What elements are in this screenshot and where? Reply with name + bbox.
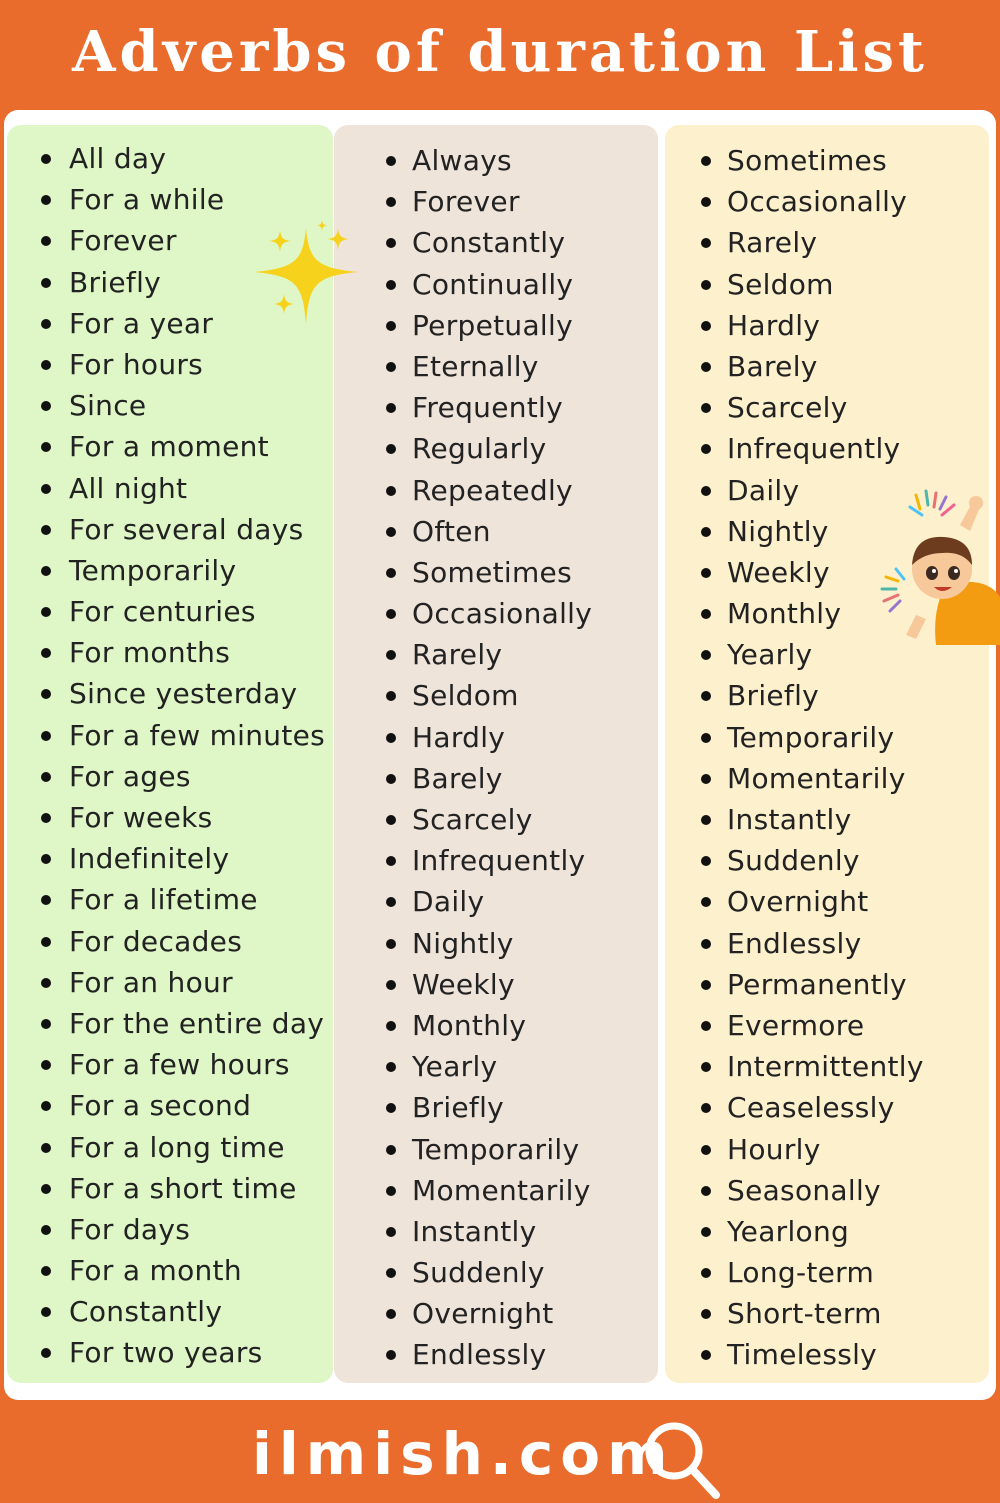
list-item: Hourly	[665, 1129, 989, 1170]
list-item: Temporarily	[334, 1129, 658, 1170]
list-item: Constantly	[7, 1291, 333, 1332]
adverb-column-2	[334, 125, 658, 1383]
list-item: Permanently	[665, 964, 989, 1005]
search-icon	[640, 1417, 726, 1503]
list-item: Hardly	[665, 305, 989, 346]
list-item: Seldom	[334, 675, 658, 716]
list-item: Scarcely	[665, 387, 989, 428]
list-item: For a year	[7, 303, 333, 344]
list-item: Monthly	[665, 593, 989, 634]
list-item: Eternally	[334, 346, 658, 387]
list-item: Sometimes	[334, 552, 658, 593]
list-item: Often	[334, 511, 658, 552]
list-item: For two years	[7, 1332, 333, 1373]
list-item: For weeks	[7, 797, 333, 838]
list-item: Overnight	[665, 881, 989, 922]
list-item: Suddenly	[665, 840, 989, 881]
list-item: For ages	[7, 756, 333, 797]
list-item: Yearly	[334, 1046, 658, 1087]
list-item: Rarely	[665, 222, 989, 263]
list-item: Scarcely	[334, 799, 658, 840]
list-item: Sometimes	[665, 140, 989, 181]
list-item: Timelessly	[665, 1334, 989, 1375]
list-item: For a lifetime	[7, 879, 333, 920]
list-item: Instantly	[334, 1211, 658, 1252]
list-item: Occasionally	[334, 593, 658, 634]
list-item: Long-term	[665, 1252, 989, 1293]
list-item: Perpetually	[334, 305, 658, 346]
list-item: Rarely	[334, 634, 658, 675]
list-item: For a short time	[7, 1168, 333, 1209]
list-item: Briefly	[334, 1087, 658, 1128]
list-item: Overnight	[334, 1293, 658, 1334]
list-item: Yearlong	[665, 1211, 989, 1252]
list-item: For the entire day	[7, 1003, 333, 1044]
list-item: All night	[7, 468, 333, 509]
list-item: For an hour	[7, 962, 333, 1003]
list-item: For days	[7, 1209, 333, 1250]
list-item: Indefinitely	[7, 838, 333, 879]
list-item: Since	[7, 385, 333, 426]
list-item: For centuries	[7, 591, 333, 632]
list-item: Yearly	[665, 634, 989, 675]
list-item: Suddenly	[334, 1252, 658, 1293]
list-item: Always	[334, 140, 658, 181]
adverb-column-3	[665, 125, 989, 1383]
list-item: Nightly	[334, 923, 658, 964]
list-item: For decades	[7, 921, 333, 962]
list-item: Weekly	[665, 552, 989, 593]
site-name[interactable]: ilmish.com	[252, 1420, 675, 1488]
footer	[0, 1405, 1000, 1500]
list-item: Short-term	[665, 1293, 989, 1334]
list-item: Occasionally	[665, 181, 989, 222]
list-item: Constantly	[334, 222, 658, 263]
list-item: For months	[7, 632, 333, 673]
kid-illustration	[876, 485, 1000, 645]
list-item: Seldom	[665, 264, 989, 305]
list-item: Since yesterday	[7, 673, 333, 714]
list-item: For a second	[7, 1085, 333, 1126]
list-item: Repeatedly	[334, 470, 658, 511]
list-item: For several days	[7, 509, 333, 550]
list-item: Intermittently	[665, 1046, 989, 1087]
list-item: Endlessly	[334, 1334, 658, 1375]
content-panel	[4, 110, 996, 1400]
list-item: Monthly	[334, 1005, 658, 1046]
list-item: For a while	[7, 179, 333, 220]
list-item: Ceaselessly	[665, 1087, 989, 1128]
list-item: Endlessly	[665, 923, 989, 964]
list-item: Barely	[334, 758, 658, 799]
sparkle-icon	[246, 220, 366, 330]
list-item: Temporarily	[7, 550, 333, 591]
list-item: For a moment	[7, 426, 333, 467]
list-item: Seasonally	[665, 1170, 989, 1211]
list-item: Barely	[665, 346, 989, 387]
list-item: Forever	[7, 220, 333, 261]
list-item: Briefly	[665, 675, 989, 716]
list-item: Daily	[334, 881, 658, 922]
list-item: Nightly	[665, 511, 989, 552]
list-item: All day	[7, 138, 333, 179]
list-item: For a few minutes	[7, 715, 333, 756]
list-item: Momentarily	[334, 1170, 658, 1211]
list-item: Temporarily	[665, 717, 989, 758]
list-item: Regularly	[334, 428, 658, 469]
list-item: Evermore	[665, 1005, 989, 1046]
list-item: Continually	[334, 264, 658, 305]
list-item: Hardly	[334, 717, 658, 758]
list-item: Instantly	[665, 799, 989, 840]
list-item: For hours	[7, 344, 333, 385]
list-item: Infrequently	[665, 428, 989, 469]
list-item: For a month	[7, 1250, 333, 1291]
list-item: Briefly	[7, 262, 333, 303]
list-item: Forever	[334, 181, 658, 222]
page-title: Adverbs of duration List	[72, 19, 928, 85]
list-item: Daily	[665, 470, 989, 511]
list-item: Infrequently	[334, 840, 658, 881]
list-item: For a few hours	[7, 1044, 333, 1085]
list-item: Frequently	[334, 387, 658, 428]
list-item: For a long time	[7, 1127, 333, 1168]
list-item: Weekly	[334, 964, 658, 1005]
list-item: Momentarily	[665, 758, 989, 799]
